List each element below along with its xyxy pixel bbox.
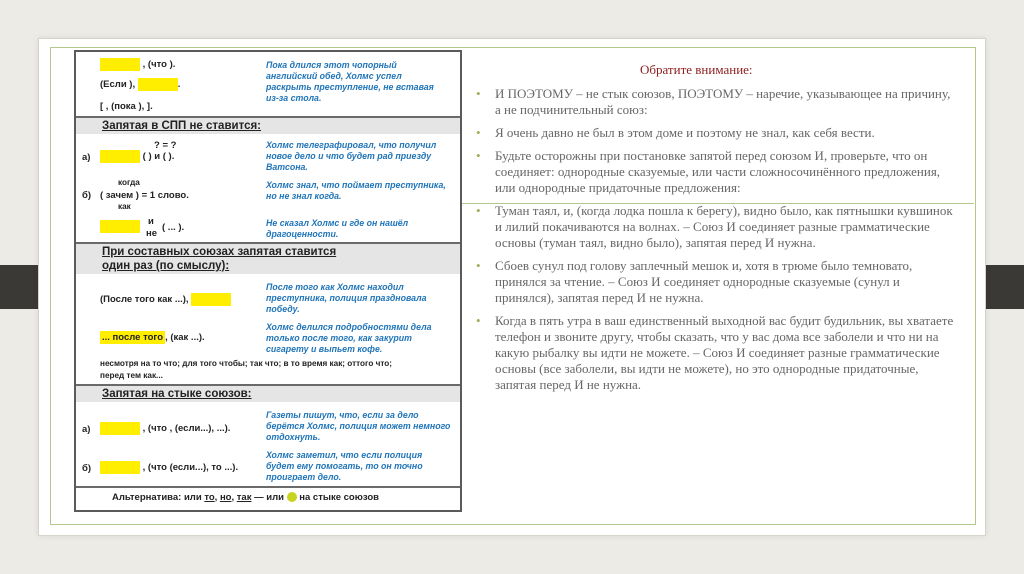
spp-b-label: б) (82, 190, 92, 201)
top-scheme-3: [ , (пока ), ]. (100, 101, 153, 112)
note-bullet-4: • Туман таял, и, (когда лодка пошла к берегу), видно было, как пятнышки кувшинок и лилий покачиваются на волнах. – Союз И соединяет разные грамматические основы (туман таял, видно было), запятая перед И нужна. (474, 203, 958, 251)
compound-list-1: несмотря на то что; для того чтобы; так что; в то время как; оттого что; (100, 359, 392, 368)
spp-b-mid: ( зачем ) = 1 слово. (100, 190, 189, 201)
spp-b-top: когда (118, 178, 140, 187)
junction-b-example: Холмс заметил, что если полиция будет ему помогать, то он точно проиграет дело. (266, 450, 423, 482)
alternative-line: Альтернатива: или то, но, так — или на стыке союзов (112, 492, 379, 503)
left-side-tab (0, 265, 40, 309)
compound-example-2: Холмс делился подробностями дела только после того, как закурит сигарету и выпьет кофе. (266, 322, 432, 354)
compound-title-1: При составных союзах запятая ставится (102, 246, 337, 258)
spp-b-bot: как (118, 202, 131, 211)
junction-a-example: Газеты пишут, что, если за дело берётся Холмс, полиция может немного отдохнуть. (266, 410, 451, 442)
spp-c-and: и (148, 216, 154, 227)
spp-c-example: Не сказал Холмс и где он нашёл драгоценности. (266, 218, 409, 239)
note-list (474, 86, 958, 400)
note-bullet-5: • Сбоев сунул под голову заплечный мешок и, хотя в трюме было темновато, принялся за чтение. – Союз И соединяет однородные сказуемые (сунул и принялся), запятая перед И не нужна. (474, 258, 958, 306)
note-bullet-1: • И ПОЭТОМУ – не стык союзов, ПОЭТОМУ – наречие, указывающее на причину, а не подчинительный союз: (474, 86, 958, 118)
spp-marks: ? = ? (154, 140, 177, 151)
top-example: Пока длился этот чопорный английский обед, Холмс успел раскрыть преступление, не вставая из-за стола. (266, 60, 434, 103)
top-scheme-1: , (что ). (100, 58, 175, 71)
compound-scheme-1: (После того как ...), (100, 293, 231, 306)
compound-example-1: После того как Холмс находил преступника, полиция праздновала победу. (266, 282, 427, 314)
junction-a-label: а) (82, 424, 91, 435)
junction-b-label: б) (82, 463, 92, 474)
compound-scheme-2: ... после того , (как ...). (102, 332, 205, 343)
spp-a-label: а) (82, 152, 91, 163)
note-bullet-6: • Когда в пять утра в ваш единственный выходной вас будит будильник, вы хватаете телефон и звоните другу, чтобы сказать, что у вас дома все заболели и что ни на какую рыбалку вы идти не можете. – Союз И соединяет разные грамматические основы (все заболели, вы идти не можете), но это однородные придаточные, запятая перед И не нужна. (474, 313, 958, 393)
top-scheme-2: (Если ), . (100, 79, 181, 91)
note-bullet-3: • Будьте осторожны при постановке запятой перед союзом И, проверьте, что он соединяет: однородные сказуемые, или части сложносочинённого предложения, или однородные придаточные предложения: (474, 148, 958, 196)
compound-list-2: перед тем как... (100, 371, 163, 380)
rules-image (74, 50, 462, 512)
spp-c-not: не (146, 228, 158, 239)
marker-icon (287, 492, 297, 502)
spp-c-scheme (100, 220, 140, 233)
junction-title: Запятая на стыке союзов: (102, 388, 252, 400)
note-title: Обратите внимание: (640, 62, 753, 77)
compound-title-2: один раз (по смыслу): (102, 260, 230, 272)
separator-4 (76, 486, 460, 488)
spp-a-example: Холмс телеграфировал, что получил новое дело и что будет рад приезду Ватсона. (266, 140, 437, 172)
spp-c-tail: ( ... ). (162, 222, 185, 233)
spp-title: Запятая в СПП не ставится: (102, 120, 262, 132)
spp-b-example: Холмс знал, что поймает преступника, но не знал когда. (266, 180, 446, 201)
junction-a-scheme: , (что , (если...), ...). (100, 422, 230, 435)
spp-a-scheme: ( ) и ( ). (100, 150, 174, 163)
junction-b-scheme: , (что (если...), то ...). (100, 461, 238, 474)
note-bullet-2: • Я очень давно не был в этом доме и поэтому не знал, как себя вести. (474, 125, 958, 141)
